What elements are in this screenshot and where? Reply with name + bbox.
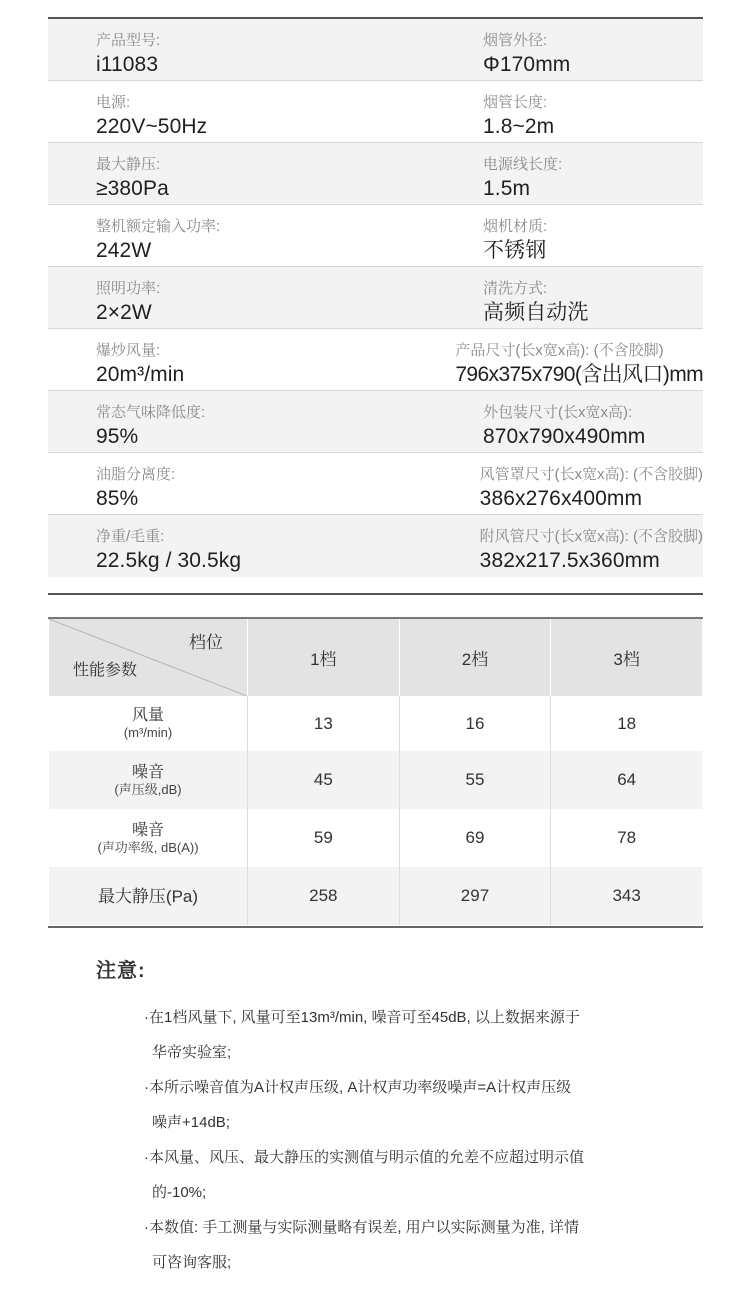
spec-row xyxy=(48,515,703,577)
param-name: 风量 xyxy=(131,707,164,724)
note-line: 可咨询客服; xyxy=(152,1254,232,1271)
notes-title: 注意: xyxy=(96,960,146,982)
spec-cell xyxy=(479,81,703,142)
value-cell: 59 xyxy=(248,809,400,867)
param-name-cell xyxy=(49,751,248,809)
table-row xyxy=(49,809,703,867)
spec-value: 20m³/min xyxy=(96,363,185,386)
note-line: 的-10%; xyxy=(152,1184,207,1201)
note-line: ·在1档风量下, 风量可至13m³/min, 噪音可至45dB, 以上数据来源于 xyxy=(144,1009,580,1026)
spec-value: 242W xyxy=(96,239,152,262)
spec-row xyxy=(48,19,703,81)
spec-cell xyxy=(48,205,479,266)
spec-row xyxy=(48,391,703,453)
spec-value: 85% xyxy=(96,487,139,510)
spec-label: 照明功率: xyxy=(96,280,161,297)
spec-cell xyxy=(479,267,703,328)
note-line: ·本所示噪音值为A计权声压级, A计权声功率级噪声=A计权声压级 xyxy=(144,1079,572,1096)
spec-value: 2×2W xyxy=(96,301,152,324)
spec-row xyxy=(48,453,703,515)
param-name-cell xyxy=(49,867,248,925)
spec-label: 烟机材质: xyxy=(483,218,548,235)
spec-label: 整机额定输入功率: xyxy=(96,218,221,235)
spec-value: 1.5m xyxy=(483,177,531,200)
spec-cell xyxy=(48,515,476,577)
spec-row xyxy=(48,143,703,205)
param-name: 最大静压(Pa) xyxy=(97,886,199,906)
spec-value: 1.8~2m xyxy=(483,115,555,138)
spec-cell xyxy=(48,19,479,80)
spec-label: 附风管尺寸(长x宽x高): (不含胶脚) xyxy=(479,528,703,545)
level-header: 1档 xyxy=(248,619,400,696)
spec-cell xyxy=(48,453,476,514)
spec-row xyxy=(48,81,703,143)
param-name-cell xyxy=(49,809,248,867)
spec-cell xyxy=(48,267,479,328)
level-header: 3档 xyxy=(551,619,703,696)
spec-label: 烟管外径: xyxy=(483,32,548,49)
spec-value: i11083 xyxy=(96,53,159,76)
value-cell: 69 xyxy=(399,809,551,867)
spec-label: 清洗方式: xyxy=(483,280,548,297)
spec-value: 22.5kg / 30.5kg xyxy=(96,549,242,572)
spec-cell xyxy=(479,391,703,452)
param-name: 噪音 xyxy=(131,763,164,781)
note-line: 华帝实验室; xyxy=(152,1044,232,1061)
header-param-label: 性能参数 xyxy=(73,662,138,679)
value-cell: 13 xyxy=(248,696,400,751)
spec-label: 油脂分离度: xyxy=(96,466,176,483)
spec-label: 最大静压: xyxy=(96,156,161,173)
spec-value: 95% xyxy=(96,425,139,448)
value-cell: 258 xyxy=(248,867,400,925)
spec-cell xyxy=(476,453,703,514)
spec-table xyxy=(48,19,703,577)
param-unit: (声压级,dB) xyxy=(114,781,182,797)
spec-value: ≥380Pa xyxy=(96,177,169,200)
spec-label: 常态气味降低度: xyxy=(96,404,206,421)
param-name-cell xyxy=(49,696,248,751)
table-row xyxy=(49,696,703,751)
spec-row xyxy=(48,205,703,267)
level-header: 2档 xyxy=(399,619,551,696)
spec-cell xyxy=(479,19,703,80)
spec-cell xyxy=(48,81,479,142)
spec-value: 870x790x490mm xyxy=(483,425,646,448)
param-unit: (m³/min) xyxy=(123,725,173,740)
spec-label: 净重/毛重: xyxy=(96,528,165,545)
spec-label: 电源线长度: xyxy=(483,156,563,173)
spec-cell xyxy=(479,205,703,266)
performance-table xyxy=(48,619,703,925)
section-divider xyxy=(48,593,703,595)
spec-cell xyxy=(48,143,479,204)
notes-list xyxy=(144,1000,644,1280)
table-row xyxy=(49,751,703,809)
spec-cell xyxy=(451,329,703,390)
spec-cell xyxy=(479,143,703,204)
table-row xyxy=(49,867,703,925)
performance-bottom-border xyxy=(48,926,703,928)
spec-label: 爆炒风量: xyxy=(96,342,161,359)
header-level-label: 档位 xyxy=(189,633,223,652)
param-name: 噪音 xyxy=(131,821,164,839)
value-cell: 18 xyxy=(551,696,703,751)
spec-cell xyxy=(48,329,451,390)
spec-label: 产品型号: xyxy=(96,32,161,49)
spec-row xyxy=(48,329,703,391)
spec-value: Φ170mm xyxy=(483,53,571,76)
value-cell: 343 xyxy=(551,867,703,925)
diagonal-header-cell xyxy=(49,619,248,696)
spec-value: 220V~50Hz xyxy=(96,115,208,138)
performance-header-row xyxy=(49,619,703,696)
spec-value: 386x276x400mm xyxy=(479,487,643,510)
note-line: ·本风量、风压、最大静压的实测值与明示值的允差不应超过明示值 xyxy=(144,1149,584,1166)
spec-label: 电源: xyxy=(96,94,131,111)
spec-value: 不锈钢 xyxy=(483,239,547,262)
spec-value: 382x217.5x360mm xyxy=(479,549,660,572)
spec-label: 外包装尺寸(长x宽x高): xyxy=(483,404,633,421)
spec-label: 烟管长度: xyxy=(483,94,548,111)
param-unit: (声功率级, dB(A)) xyxy=(97,839,199,855)
value-cell: 45 xyxy=(248,751,400,809)
spec-cell xyxy=(476,515,703,577)
value-cell: 297 xyxy=(399,867,551,925)
value-cell: 55 xyxy=(399,751,551,809)
note-line: 噪声+14dB; xyxy=(152,1114,230,1131)
value-cell: 78 xyxy=(551,809,703,867)
spec-value: 高频自动洗 xyxy=(483,301,589,324)
spec-label: 风管罩尺寸(长x宽x高): (不含胶脚) xyxy=(479,466,703,483)
spec-label: 产品尺寸(长x宽x高): (不含胶脚) xyxy=(455,342,664,359)
spec-row xyxy=(48,267,703,329)
spec-value: 796x375x790(含出风口)mm xyxy=(455,363,703,386)
value-cell: 64 xyxy=(551,751,703,809)
value-cell: 16 xyxy=(399,696,551,751)
spec-cell xyxy=(48,391,479,452)
note-line: ·本数值: 手工测量与实际测量略有误差, 用户以实际测量为准, 详情 xyxy=(144,1219,580,1236)
